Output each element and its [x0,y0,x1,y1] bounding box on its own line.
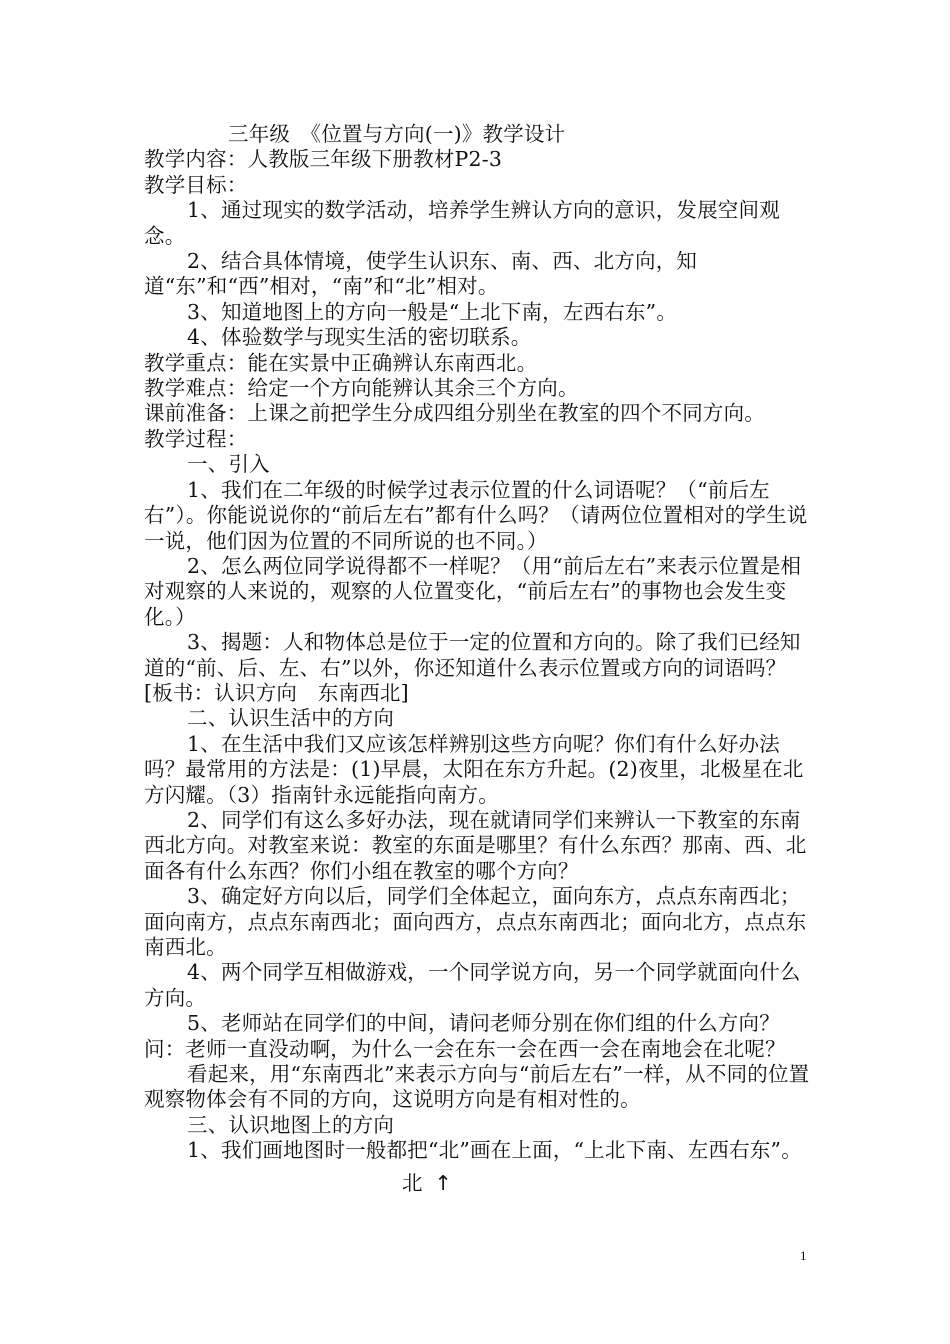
section-2-item-2: 2、同学们有这么多好办法，现在就请同学们来辨认一下教室的东南西北方向。对教室来说：教室的东面是哪里？有什么东西？那南、西、北面各有什么东西？你们小组在教室的哪个方向？ [144,807,807,883]
goal-1: 1、通过现实的数学活动，培养学生辨认方向的意识，发展空间观念。 [144,198,780,248]
section-1-heading: 一、引入 [187,452,270,477]
north-arrow-icon: ↑ [434,1171,452,1195]
document-body [144,122,828,1164]
section-3-heading: 三、认识地图上的方向 [187,1112,395,1137]
section-2-conclusion: 看起来，用“东南西北”来表示方向与“前后左右”一样，从不同的位置观察物体会有不同的方向，这说明方向是有相对性的。 [144,1062,810,1112]
section-2-heading: 二、认识生活中的方向 [187,706,395,731]
teaching-goals-heading: 教学目标： [144,172,248,197]
section-2-item-3: 3、确定好方向以后，同学们全体起立，面向东方，点点东南西北；面向南方，点点东南西北；面向西方，点点东南西北；面向北方，点点东南西北。 [144,884,807,959]
page-number: 1 [800,1248,807,1263]
section-3-item-1: 1、我们画地图时一般都把“北”画在上面，“上北下南、左西右东”。 [187,1138,802,1163]
document-title: 三年级 《位置与方向(一)》教学设计 [228,122,566,146]
goal-2: 2、结合具体情境，使学生认识东、南、西、北方向，知道“东”和“西”相对，“南”和“北”相对。 [144,249,698,299]
goal-3: 3、知道地图上的方向一般是“上北下南，左西右东”。 [187,299,678,324]
teaching-difficulty: 教学难点：给定一个方向能辨认其余三个方向。 [144,376,579,401]
north-label: 北 [402,1171,423,1195]
section-1-item-1: 1、我们在二年级的时候学过表示位置的什么词语呢？（“前后左右”）。你能说说你的“前后左右”都有什么吗？（请两位位置相对的学生说一说，他们因为位置的不同所说的也不同。） [144,477,808,553]
teaching-content: 教学内容：人教版三年级下册教材P2-3 [144,147,503,172]
preparation: 课前准备：上课之前把学生分成四组分别坐在教室的四个不同方向。 [144,401,765,426]
teaching-focus: 教学重点：能在实景中正确辨认东南西北。 [144,350,538,375]
process-heading: 教学过程： [144,426,248,451]
section-2-item-5: 5、老师站在同学们的中间，请问老师分别在你们组的什么方向？ [187,1011,780,1036]
section-2-question: 问：老师一直没动啊，为什么一会在东一会在西一会在南地会在北呢？ [144,1036,786,1061]
section-1-item-2: 2、怎么两位同学说得都不一样呢？（用“前后左右”来表示位置是相对观察的人来说的，观察的人位置变化，“前后左右”的事物也会发生变化。） [144,553,802,629]
section-2-item-4: 4、两个同学互相做游戏，一个同学说方向，另一个同学就面向什么方向。 [144,960,801,1010]
north-indicator [402,1170,452,1196]
section-1-item-3: 3、揭题：人和物体总是位于一定的位置和方向的。除了我们已经知道的“前、后、左、右”以外，你还知道什么表示位置或方向的词语吗？ [板书：认识方向 东南西北] [144,630,828,705]
section-2-item-1: 1、在生活中我们又应该怎样辨别这些方向呢？你们有什么好办法吗？最常用的方法是：(1)早晨，太阳在东方升起。(2)夜里，北极星在北方闪耀。（3）指南针永远能指向南方。 [144,731,804,807]
goal-4: 4、体验数学与现实生活的密切联系。 [187,325,532,350]
